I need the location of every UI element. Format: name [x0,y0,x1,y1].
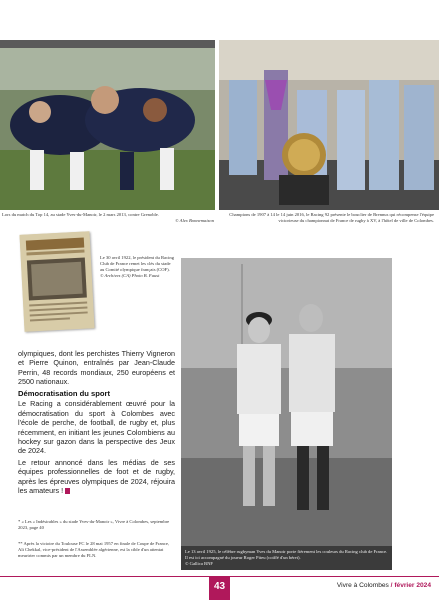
magazine-caption-credit: © Archives (CA) Photo B. Faust [100,273,160,278]
footer-separator: / [388,582,395,589]
article-paragraph-3-text: Le retour annoncé dans les médias de ses équipes professionnelles de foot et de rugby, après les épreuves olympiques de 2024, réjouira les amateurs ! [18,457,175,496]
magazine-cover-photo [20,231,95,332]
rugbymen-caption-credit: © Gallica BNF [185,561,213,566]
article-paragraph-3 [18,458,175,496]
champions-caption [222,212,434,224]
rugbymen-caption-text: Le 13 avril 1925, le célèbre rugbyman Yves du Manoir porte fièrement les couleurs du Racing club de France. Il est ici accompagné du joueur Roger Piteu (coiffé d'un béret). [185,549,388,560]
end-of-article-mark [65,488,70,494]
publication-name: Vivre à Colombes [336,582,389,589]
article-intro [18,349,175,387]
champions-photo [219,40,439,210]
scrum-caption-credit: © Alex Bonnemaison [175,218,214,223]
article-section [18,389,175,497]
footer-publication [337,582,431,589]
footnote-1: * « Les « Indésirables » du stade Yves-du-Manoir », Vivre à Colombes, septembre 2023, page 40 [18,519,170,530]
champions-caption-text: Champions de 1907 à 14 le 14 juin 2016, le Racing 92 présente le bouclier de Brennus qui récompense l'équipe victorieuse du championnat de France de rugby à XV, à l'hôtel de ville de Colombes. [229,212,434,223]
scrum-photo [0,40,215,210]
scrum-caption-text: Lors du match du Top 14, au stade Yves-du-Manoir, le 2 mars 2013, contre Grenoble. [2,212,159,217]
footnote-2: ** Après la victoire du Toulouse FC le 28 mai 1957 en finale de Coupe de France, Ali Chekkal, vice-président de l'Assemblée algérienne, est la cible d'un attentat meurtrier commis par un membre du FLN. [18,541,170,558]
section-title: Démocratisation du sport [18,389,110,398]
scrum-caption [2,212,214,224]
page-number: 43 [209,576,230,600]
article-paragraph-2: Le Racing a considérablement œuvré pour la démocratisation du sport à Colombes avec l'école de perche, de football, de rugby et, plus récemment, en initiant les jeunes Colombiens au hockey sur gazon dans la perspective des Jeux de 2024. [18,399,175,456]
article-paragraph-1: olympiques, dont les perchistes Thierry Vigneron et Pierre Quinon, entraînés par Jean-Claude Perrin, 48 records mondiaux, 250 européens et 2500 nationaux. [18,349,175,387]
issue-date: février 2024 [394,582,431,589]
magazine-caption [100,255,176,279]
rugbymen-photo [181,258,392,570]
rugbymen-caption [181,546,392,570]
magazine-caption-text: Le 30 avril 1922, le président du Racing Club de France remet les clés du stade au Comité olympique français (COF). [100,255,174,272]
